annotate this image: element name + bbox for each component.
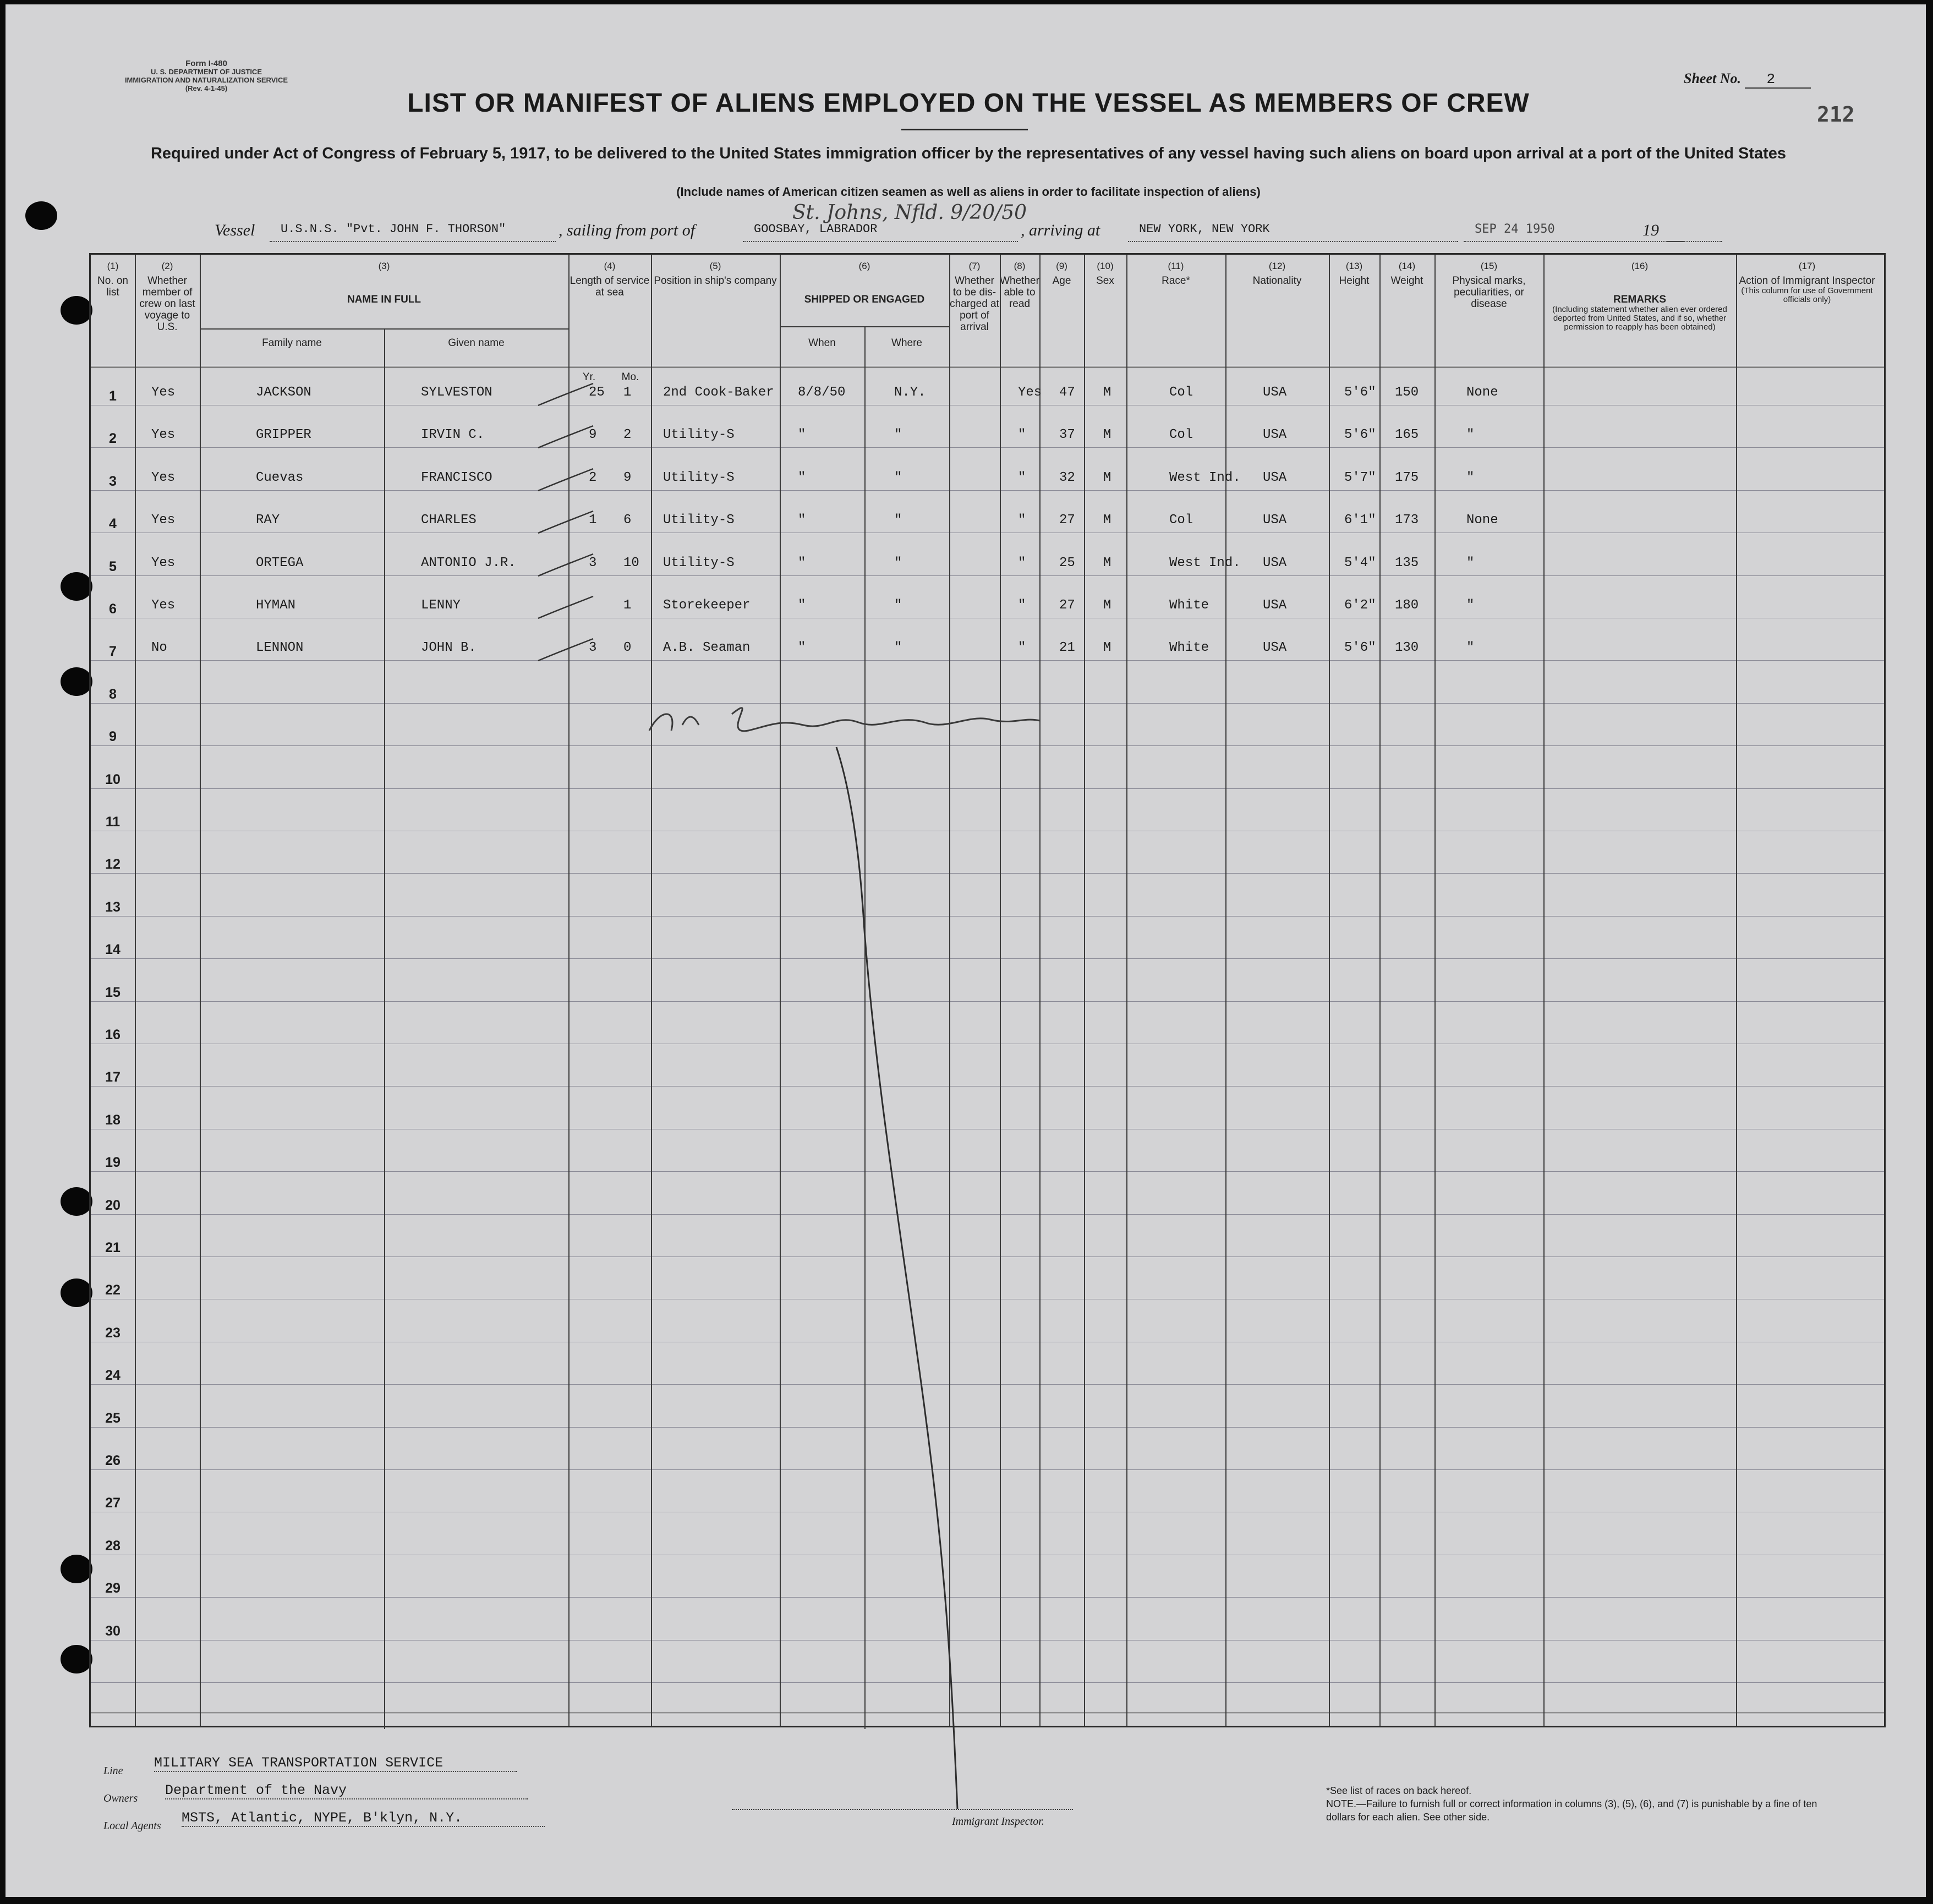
required-text: Required under Act of Congress of February 5, 1917, to be delivered to the United States immigration officer by the representatives of any vessel having such aliens on board upon arrival at a port of the United States xyxy=(150,145,1787,162)
row-number: 4 xyxy=(109,516,117,532)
cell-yr: 3 xyxy=(589,555,597,570)
cell-age: 25 xyxy=(1059,555,1075,570)
column-header xyxy=(1000,260,1039,310)
row-number: 28 xyxy=(105,1538,121,1554)
cell-mo: 6 xyxy=(623,513,632,528)
column-header xyxy=(780,260,949,305)
cell-position: 2nd Cook-Baker xyxy=(663,385,774,400)
column-header xyxy=(1543,260,1736,332)
cell-nat: USA xyxy=(1263,385,1287,400)
cell-marks: None xyxy=(1466,513,1498,528)
punch-hole xyxy=(61,296,92,325)
cell-nat: USA xyxy=(1263,470,1287,485)
column-subheader: Family name xyxy=(262,337,322,349)
row-number: 12 xyxy=(105,857,121,873)
owners-value: Department of the Navy xyxy=(165,1782,528,1799)
column-header xyxy=(568,260,651,298)
vessel-line xyxy=(215,201,1722,243)
row-number: 11 xyxy=(105,814,121,830)
punch-hole xyxy=(61,1187,92,1216)
row-number: 14 xyxy=(105,942,121,958)
column-label: Position in ship's company xyxy=(654,275,777,287)
cell-family: Cuevas xyxy=(256,470,304,485)
cell-yr: 9 xyxy=(589,427,597,443)
column-number: (16) xyxy=(1631,261,1649,271)
punch-hole xyxy=(61,1279,92,1307)
note-penalty: NOTE.—Failure to furnish full or correct information in columns (3), (5), (6), and (7) is punishable by a fine of ten dollars for each alien. See other side. xyxy=(1326,1798,1817,1823)
cell-age: 27 xyxy=(1059,513,1075,528)
column-number: (11) xyxy=(1168,261,1184,271)
cell-age: 47 xyxy=(1059,385,1075,400)
cell-marks: " xyxy=(1466,640,1475,656)
cell-marks: " xyxy=(1466,555,1475,570)
column-subheader: Given name xyxy=(448,337,505,349)
row-number: 2 xyxy=(109,431,117,447)
column-number: (4) xyxy=(604,261,616,271)
cell-family: GRIPPER xyxy=(256,427,311,443)
column-header xyxy=(1039,260,1084,287)
cell-read: " xyxy=(1018,640,1026,656)
column-label: Nationality xyxy=(1252,275,1302,287)
cell-family: JACKSON xyxy=(256,385,311,400)
column-divider xyxy=(200,255,201,1726)
vessel-label: Vessel xyxy=(215,221,255,239)
row-number: 22 xyxy=(105,1282,121,1298)
cell-mo: 1 xyxy=(623,598,632,613)
check-mark xyxy=(535,636,596,663)
cell-marks: " xyxy=(1466,598,1475,613)
check-mark xyxy=(535,551,596,579)
column-number: (7) xyxy=(968,261,981,271)
punch-hole xyxy=(61,667,92,696)
cell-where: N.Y. xyxy=(894,385,926,400)
column-header xyxy=(651,260,780,287)
cell-nat: USA xyxy=(1263,513,1287,528)
sheet-number-value: 2 xyxy=(1745,71,1811,89)
cell-position: Utility-S xyxy=(663,555,735,570)
column-header xyxy=(1126,260,1225,287)
cell-where: " xyxy=(894,598,902,613)
cell-nat: USA xyxy=(1263,640,1287,656)
column-divider xyxy=(1379,255,1381,1726)
row-number: 26 xyxy=(105,1453,121,1468)
cell-prev: Yes xyxy=(151,513,176,528)
include-text: (Include names of American citizen seamen as well as aliens in order to facilitate inspection of aliens) xyxy=(676,185,1261,199)
cell-position: A.B. Seaman xyxy=(663,640,751,656)
cell-prev: Yes xyxy=(151,470,176,485)
column-label: SHIPPED OR ENGAGED xyxy=(804,294,925,305)
column-header xyxy=(200,260,568,305)
cell-when: " xyxy=(798,513,806,528)
column-label: Height xyxy=(1339,275,1370,287)
column-label: Sex xyxy=(1096,275,1114,287)
column-label: Whether member of crew on last voyage to U.S. xyxy=(139,275,195,333)
column-header xyxy=(1434,260,1543,310)
punch-hole xyxy=(25,201,57,230)
cell-when: 8/8/50 xyxy=(798,385,846,400)
row-number: 9 xyxy=(109,729,117,745)
form-service: IMMIGRATION AND NATURALIZATION SERVICE xyxy=(124,76,288,84)
column-divider xyxy=(1126,255,1127,1726)
note-races: *See list of races on back hereof. xyxy=(1326,1785,1472,1796)
cell-where: " xyxy=(894,513,902,528)
cell-given: CHARLES xyxy=(421,513,477,528)
column-number: (17) xyxy=(1798,261,1816,271)
arriving-label: , arriving at xyxy=(1021,221,1100,239)
punch-hole xyxy=(61,572,92,601)
cell-given: LENNY xyxy=(421,598,461,613)
page-title: LIST OR MANIFEST OF ALIENS EMPLOYED ON THE VESSEL AS MEMBERS OF CREW xyxy=(407,89,1530,118)
cell-family: HYMAN xyxy=(256,598,296,613)
check-mark xyxy=(535,508,596,536)
cell-when: " xyxy=(798,640,806,656)
column-label: NAME IN FULL xyxy=(347,294,421,305)
cell-sex: M xyxy=(1103,470,1111,485)
row-number: 13 xyxy=(105,899,121,915)
cell-read: " xyxy=(1018,470,1026,485)
cell-sex: M xyxy=(1103,640,1111,656)
column-header xyxy=(135,260,200,333)
cell-marks: " xyxy=(1466,470,1475,485)
cell-position: Utility-S xyxy=(663,470,735,485)
cell-position: Utility-S xyxy=(663,513,735,528)
column-divider xyxy=(1329,255,1330,1726)
column-subnote: (This column for use of Government officials only) xyxy=(1741,286,1873,304)
cell-weight: 173 xyxy=(1395,513,1419,528)
row-number: 19 xyxy=(105,1155,121,1171)
column-subheader: Mo. xyxy=(621,371,639,383)
row-number: 5 xyxy=(109,558,117,574)
cell-family: ORTEGA xyxy=(256,555,304,570)
cell-prev: Yes xyxy=(151,598,176,613)
cell-marks: None xyxy=(1466,385,1498,400)
punch-hole xyxy=(61,1645,92,1673)
column-label: Action of Immigrant Inspector xyxy=(1739,275,1875,287)
header-divider xyxy=(91,366,1884,367)
form-identification xyxy=(105,59,308,92)
column-number: (14) xyxy=(1398,261,1416,271)
cell-given: JOHN B. xyxy=(421,640,477,656)
cell-prev: Yes xyxy=(151,427,176,443)
inspector-label: Immigrant Inspector. xyxy=(952,1815,1044,1828)
column-number: (1) xyxy=(107,261,119,271)
owners-label: Owners xyxy=(103,1792,138,1804)
cell-weight: 165 xyxy=(1395,427,1419,443)
cell-race: Col xyxy=(1169,427,1193,443)
cell-weight: 135 xyxy=(1395,555,1419,570)
column-divider xyxy=(1084,255,1085,1726)
row-number: 6 xyxy=(109,601,117,617)
row-number: 7 xyxy=(109,644,117,660)
row-rule xyxy=(91,447,1884,448)
check-mark xyxy=(535,381,596,408)
row-number: 27 xyxy=(105,1495,121,1511)
column-divider xyxy=(1543,255,1545,1726)
column-label: Length of service at sea xyxy=(570,275,650,298)
column-number: (2) xyxy=(161,261,173,271)
cell-yr: 25 xyxy=(589,385,605,400)
row-number: 15 xyxy=(105,984,121,1000)
check-mark xyxy=(535,594,596,621)
cell-nat: USA xyxy=(1263,427,1287,443)
inspector-signature-line xyxy=(732,1809,1073,1810)
cell-age: 27 xyxy=(1059,598,1075,613)
cell-mo: 2 xyxy=(623,427,632,443)
row-number: 17 xyxy=(105,1069,121,1085)
cell-read: " xyxy=(1018,555,1026,570)
cell-prev: Yes xyxy=(151,385,176,400)
cell-weight: 175 xyxy=(1395,470,1419,485)
row-number: 30 xyxy=(105,1623,121,1639)
column-label: Physical marks, peculiarities, or disease xyxy=(1452,275,1526,310)
column-header xyxy=(949,260,1000,333)
column-label: Whether able to read xyxy=(1000,275,1039,310)
cell-yr: 1 xyxy=(589,513,597,528)
cell-sex: M xyxy=(1103,513,1111,528)
cell-mo: 10 xyxy=(623,555,639,570)
cell-yr: 2 xyxy=(589,470,597,485)
cell-height: 6'1" xyxy=(1344,513,1376,528)
check-mark xyxy=(535,423,596,451)
form-department: U. S. DEPARTMENT OF JUSTICE xyxy=(151,68,262,76)
cell-when: " xyxy=(798,555,806,570)
cell-mo: 1 xyxy=(623,385,632,400)
form-revision: (Rev. 4-1-45) xyxy=(185,84,228,92)
cell-when: " xyxy=(798,598,806,613)
row-rule xyxy=(91,490,1884,491)
row-number: 20 xyxy=(105,1197,121,1213)
cell-where: " xyxy=(894,427,902,443)
cell-nat: USA xyxy=(1263,555,1287,570)
cell-height: 5'6" xyxy=(1344,640,1376,656)
column-subheader: Where xyxy=(891,337,922,349)
cell-age: 32 xyxy=(1059,470,1075,485)
sheet-number xyxy=(1684,70,1811,89)
name-subcolumn-divider xyxy=(384,328,385,1729)
cell-height: 6'2" xyxy=(1344,598,1376,613)
manifest-sheet xyxy=(6,4,1926,1897)
cell-where: " xyxy=(894,470,902,485)
cell-height: 5'6" xyxy=(1344,427,1376,443)
cell-prev: Yes xyxy=(151,555,176,570)
cell-weight: 130 xyxy=(1395,640,1419,656)
line-label: Line xyxy=(103,1765,123,1777)
signature-scrawl xyxy=(638,692,1056,1814)
column-number: (8) xyxy=(1014,261,1026,271)
form-number: Form I-480 xyxy=(185,59,227,68)
cell-family: RAY xyxy=(256,513,280,528)
column-divider xyxy=(1434,255,1436,1726)
port-typed: GOOSBAY, LABRADOR xyxy=(743,222,1018,242)
row-number: 18 xyxy=(105,1112,121,1128)
row-number: 3 xyxy=(109,473,117,489)
row-rule xyxy=(91,660,1884,661)
cell-marks: " xyxy=(1466,427,1475,443)
column-subheader: When xyxy=(808,337,836,349)
sheet-number-label: Sheet No. xyxy=(1684,70,1741,86)
cell-prev: No xyxy=(151,640,167,656)
port-handwritten: St. Johns, Nfld. 9/20/50 xyxy=(792,201,1027,224)
column-header xyxy=(1225,260,1329,287)
row-number: 29 xyxy=(105,1581,121,1596)
column-label: Age xyxy=(1052,275,1071,287)
agents-label: Local Agents xyxy=(103,1820,161,1832)
cell-nat: USA xyxy=(1263,598,1287,613)
cell-read: " xyxy=(1018,427,1026,443)
check-mark xyxy=(535,466,596,493)
year-label: 19 xyxy=(1642,221,1659,239)
row-number: 21 xyxy=(105,1240,121,1255)
arriving-port: NEW YORK, NEW YORK xyxy=(1128,222,1458,242)
row-number: 16 xyxy=(105,1027,121,1042)
column-subnote: (Including statement whether alien ever ordered deported from United States, and if so, whether permission to reapply has been obtained) xyxy=(1552,305,1727,332)
footer-note xyxy=(1326,1784,1821,1824)
column-label: Whether to be dis- charged at port of arrival xyxy=(950,275,999,333)
cell-read: " xyxy=(1018,513,1026,528)
column-label: Weight xyxy=(1390,275,1423,287)
cell-yr: 3 xyxy=(589,640,597,656)
column-subheader: Yr. xyxy=(582,371,596,383)
column-number: (10) xyxy=(1097,261,1114,271)
cell-height: 5'6" xyxy=(1344,385,1376,400)
column-header xyxy=(1736,260,1878,304)
cell-position: Utility-S xyxy=(663,427,735,443)
date-stamp: SEP 24 1950 xyxy=(1464,222,1684,242)
title-underline xyxy=(901,129,1028,130)
stamp-number: 212 xyxy=(1817,102,1855,127)
column-label: Race* xyxy=(1162,275,1190,287)
cell-race: White xyxy=(1169,640,1209,656)
column-number: (5) xyxy=(709,261,721,271)
cell-race: White xyxy=(1169,598,1209,613)
cell-race: Col xyxy=(1169,385,1193,400)
row-number: 10 xyxy=(105,771,121,787)
column-header xyxy=(1329,260,1379,287)
cell-height: 5'7" xyxy=(1344,470,1376,485)
cell-weight: 180 xyxy=(1395,598,1419,613)
column-divider xyxy=(1736,255,1737,1726)
agents-value: MSTS, Atlantic, NYPE, B'klyn, N.Y. xyxy=(182,1810,545,1827)
column-divider xyxy=(135,255,136,1726)
column-header xyxy=(91,260,135,298)
punch-hole xyxy=(61,1555,92,1583)
cell-given: ANTONIO J.R. xyxy=(421,555,516,570)
cell-race: West Ind. xyxy=(1169,470,1241,485)
row-rule xyxy=(91,575,1884,576)
cell-given: SYLVESTON xyxy=(421,385,492,400)
column-number: (13) xyxy=(1345,261,1363,271)
vessel-name: U.S.N.S. "Pvt. JOHN F. THORSON" xyxy=(270,222,556,242)
cell-height: 5'4" xyxy=(1344,555,1376,570)
row-number: 23 xyxy=(105,1325,121,1341)
row-number: 8 xyxy=(109,686,117,702)
column-label: REMARKS xyxy=(1613,294,1667,305)
sailing-label: , sailing from port of xyxy=(558,221,696,239)
row-number: 25 xyxy=(105,1410,121,1426)
cell-given: FRANCISCO xyxy=(421,470,492,485)
cell-mo: 9 xyxy=(623,470,632,485)
cell-mo: 0 xyxy=(623,640,632,656)
cell-age: 37 xyxy=(1059,427,1075,443)
column-header xyxy=(1379,260,1434,287)
cell-sex: M xyxy=(1103,598,1111,613)
cell-when: " xyxy=(798,427,806,443)
column-number: (9) xyxy=(1056,261,1067,271)
cell-sex: M xyxy=(1103,555,1111,570)
cell-where: " xyxy=(894,640,902,656)
cell-family: LENNON xyxy=(256,640,304,656)
column-number: (12) xyxy=(1268,261,1286,271)
cell-when: " xyxy=(798,470,806,485)
cell-weight: 150 xyxy=(1395,385,1419,400)
cell-age: 21 xyxy=(1059,640,1075,656)
cell-given: IRVIN C. xyxy=(421,427,485,443)
cell-read: " xyxy=(1018,598,1026,613)
column-number: (6) xyxy=(858,261,870,271)
cell-sex: M xyxy=(1103,427,1111,443)
row-number: 1 xyxy=(109,388,117,404)
cell-sex: M xyxy=(1103,385,1111,400)
cell-position: Storekeeper xyxy=(663,598,751,613)
cell-read: Yes xyxy=(1018,385,1042,400)
year-field xyxy=(1667,222,1722,242)
column-number: (3) xyxy=(378,261,390,271)
column-header xyxy=(1084,260,1126,287)
column-number: (15) xyxy=(1480,261,1498,271)
cell-race: West Ind. xyxy=(1169,555,1241,570)
row-number: 24 xyxy=(105,1368,121,1384)
line-value: MILITARY SEA TRANSPORTATION SERVICE xyxy=(154,1755,517,1772)
cell-where: " xyxy=(894,555,902,570)
cell-race: Col xyxy=(1169,513,1193,528)
column-label: No. on list xyxy=(97,275,128,298)
